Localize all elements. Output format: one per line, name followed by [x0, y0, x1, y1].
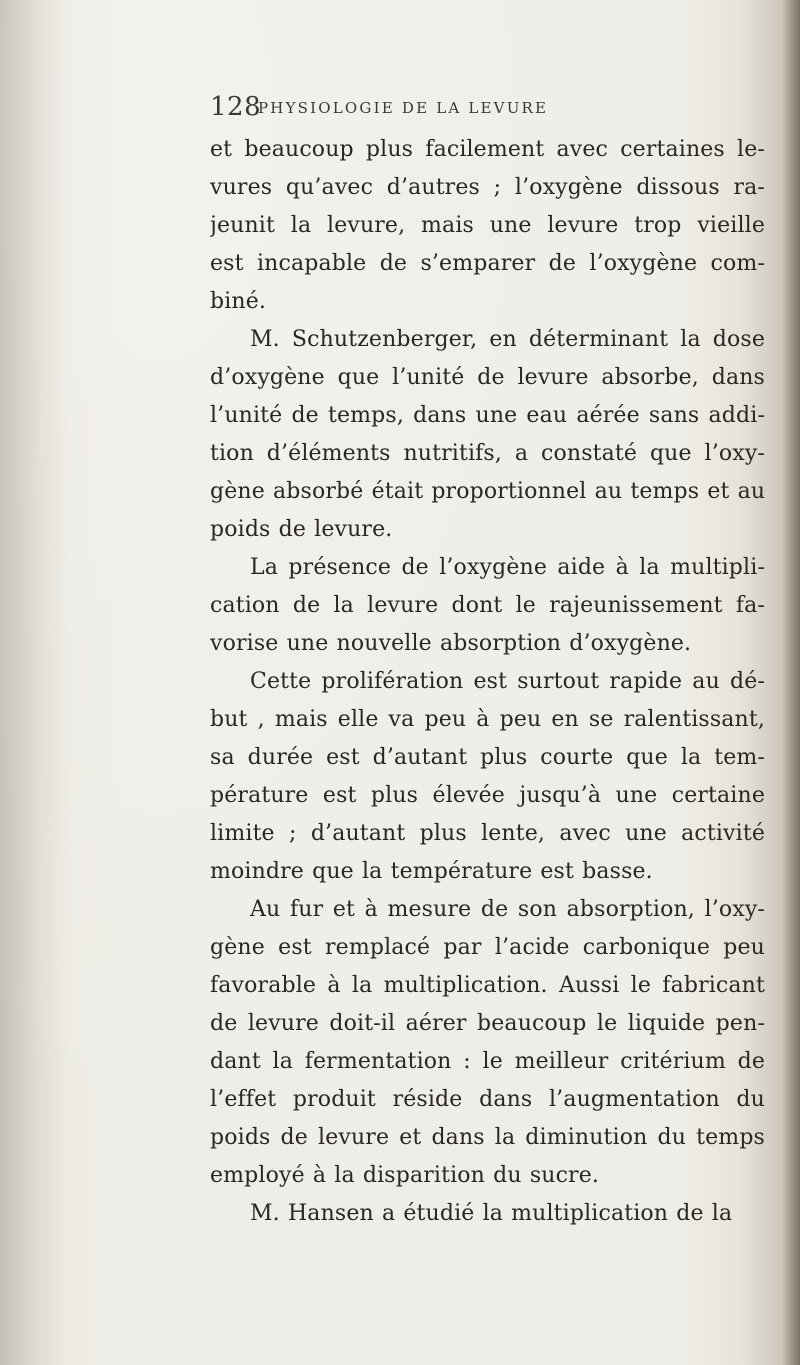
- text-line: vorise une nouvelle absorption d’oxygène.: [210, 631, 692, 656]
- text-line: l’unité de temps, dans une eau aérée sans addi-: [210, 403, 765, 428]
- body-text: [210, 131, 765, 1233]
- text-line: Cette prolifération est surtout rapide au dé-: [250, 669, 765, 694]
- page-number: 128: [210, 92, 262, 122]
- page-right-edge: [782, 0, 800, 1365]
- text-line: M. Hansen a étudié la multiplication de la: [250, 1201, 733, 1226]
- text-line: poids de levure.: [210, 517, 393, 542]
- text-line: gène absorbé était proportionnel au temps et au: [210, 479, 765, 504]
- text-line: La présence de l’oxygène aide à la multipli-: [250, 555, 765, 580]
- text-line: Au fur et à mesure de son absorption, l’oxy-: [250, 897, 765, 922]
- text-line: moindre que la température est basse.: [210, 859, 653, 884]
- running-title: PHYSIOLOGIE DE LA LEVURE: [258, 99, 549, 117]
- text-line: l’effet produit réside dans l’augmentation du: [210, 1087, 765, 1112]
- text-line: cation de la levure dont le rajeunissement fa-: [210, 593, 765, 618]
- text-line: de levure doit-il aérer beaucoup le liquide pen-: [210, 1011, 765, 1036]
- text-line: jeunit la levure, mais une levure trop vieille: [210, 213, 765, 238]
- text-line: gène est remplacé par l’acide carbonique peu: [210, 935, 765, 960]
- text-line: tion d’éléments nutritifs, a constaté que l’oxy-: [210, 441, 765, 466]
- page-left-shadow: [0, 0, 70, 1365]
- text-line: est incapable de s’emparer de l’oxygène com-: [210, 251, 765, 276]
- text-line: vures qu’avec d’autres ; l’oxygène dissous ra-: [210, 175, 765, 200]
- text-line: employé à la disparition du sucre.: [210, 1163, 600, 1188]
- text-line: dant la fermentation : le meilleur critérium de: [210, 1049, 765, 1074]
- page-header: [210, 92, 770, 132]
- text-line: et beaucoup plus facilement avec certaines le-: [210, 137, 765, 162]
- text-line: biné.: [210, 289, 267, 314]
- text-line: d’oxygène que l’unité de levure absorbe, dans: [210, 365, 765, 390]
- text-line: poids de levure et dans la diminution du temps: [210, 1125, 765, 1150]
- text-line: limite ; d’autant plus lente, avec une activité: [210, 821, 765, 846]
- text-line: sa durée est d’autant plus courte que la tem-: [210, 745, 765, 770]
- text-line: favorable à la multiplication. Aussi le fabricant: [210, 973, 765, 998]
- text-line: pérature est plus élevée jusqu’à une certaine: [210, 783, 765, 808]
- text-line: but , mais elle va peu à peu en se ralentissant,: [210, 707, 765, 732]
- text-line: M. Schutzenberger, en déterminant la dose: [250, 327, 765, 352]
